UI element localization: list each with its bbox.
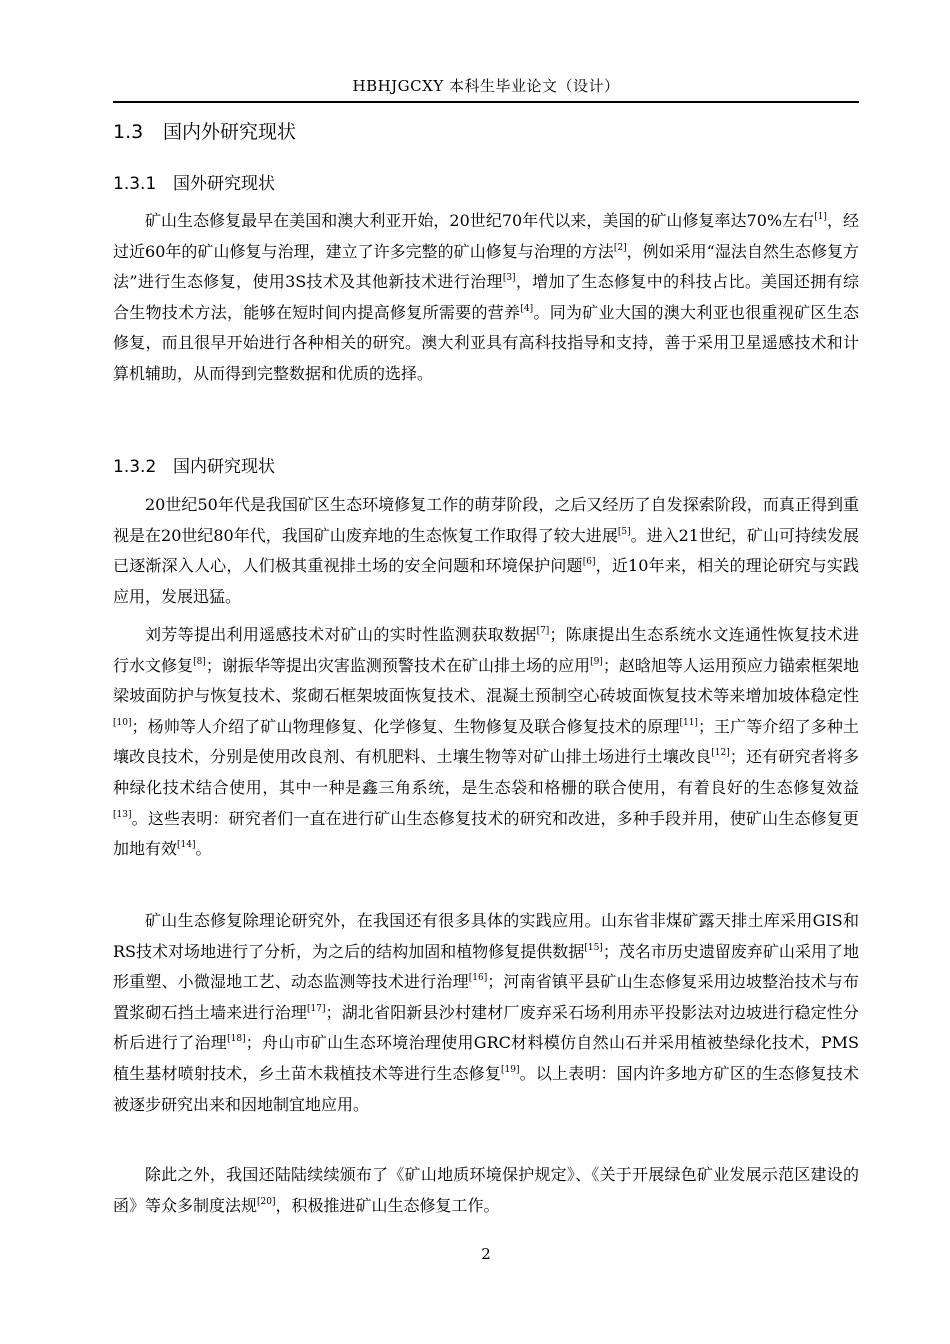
subsection-title: 国内研究现状 (173, 457, 275, 477)
citation-10: [10] (113, 717, 132, 728)
text-run: ，增加了生态修复中的科技占比。美国还拥有综合生物技术方法，能够在短时间内提高修复所需要的营养 (113, 272, 859, 322)
citation-1: [1] (814, 212, 827, 222)
paragraph-domestic-history (113, 490, 859, 612)
text-run: ；谢振华等提出灾害监测预警技术在矿山排土场的应用 (205, 655, 591, 675)
citation-13: [13] (113, 809, 132, 820)
paragraph-domestic-regulations (113, 1160, 859, 1221)
citation-12: [12] (711, 748, 730, 759)
text-run: 矿山生态修复除理论研究外，在我国还有很多具体的实践应用。山东省非煤矿露天排土库采用GIS和RS技术对场地进行了分析，为之后的结构加固和植物修复提供数据 (113, 911, 859, 961)
text-run: ；王广等介绍了多种土壤改良技术，分别是使用改良剂、有机肥料、土壤生物等对矿山排土场进行土壤改良 (113, 716, 859, 767)
citation-20: [20] (257, 1196, 276, 1207)
subsection-heading-foreign (113, 171, 275, 197)
text-run: ，例如采用“湿法自然生态修复方法”进行生态修复，使用3S技术及其他新技术进行治理 (113, 241, 859, 292)
section-title: 国内外研究现状 (163, 121, 297, 143)
section-heading (113, 118, 296, 146)
citation-9: [9] (590, 656, 603, 667)
citation-19: [19] (501, 1064, 520, 1075)
text-run: 除此之外，我国还陆陆续续颁布了《矿山地质环境保护规定》、《关于开展绿色矿业发展示范区建设的函》等众多制度法规 (113, 1165, 859, 1215)
subsection-number: 1.3.2 (113, 457, 157, 477)
text-run: ，经过近60年的矿山修复与治理，建立了许多完整的矿山修复与治理的方法 (113, 211, 859, 261)
header-rule (113, 101, 859, 103)
text-run: 。同为矿业大国的澳大利亚也很重视矿区生态修复，而且很早开始进行各种相关的研究。澳大利亚具有高科技指导和支持，善于采用卫星遥感技术和计算机辅助，从而得到完整数据和优质的选择。 (113, 302, 859, 383)
text-run: ；湖北省阳新县沙村建材厂废弃采石场利用赤平投影法对边坡进行稳定性分析后进行了治理 (113, 1002, 859, 1053)
citation-17: [17] (307, 1003, 326, 1014)
text-run: ；杨帅等人介绍了矿山物理修复、化学修复、生物修复及联合修复技术的原理 (131, 716, 680, 736)
text-run: ，积极推进矿山生态修复工作。 (275, 1195, 500, 1215)
running-header: HBHJGCXY 本科生毕业论文（设计） (352, 77, 620, 95)
citation-14: [14] (177, 840, 196, 851)
subsection-title: 国外研究现状 (173, 174, 275, 194)
citation-3: [3] (502, 273, 516, 284)
paragraph-domestic-practice (113, 906, 859, 1120)
text-run: ；还有研究者将多种绿化技术结合使用，其中一种是鑫三角系统，是生态袋和格栅的联合使用，有着良好的生态修复效益 (113, 747, 859, 797)
text-run: 。这些表明：研究者们一直在进行矿山生态修复技术的研究和改进，多种手段并用，使矿山生态修复更加地有效 (113, 808, 859, 859)
text-run: ；河南省镇平县矿山生态修复采用边坡整治技术与布置浆砌石挡土墙来进行治理 (113, 972, 859, 1022)
text-run: 。 (195, 839, 212, 859)
page-number: 2 (481, 1245, 491, 1263)
subsection-number: 1.3.1 (113, 174, 157, 194)
text-run: ；赵晗旭等人运用预应力锚索框架地梁坡面防护与恢复技术、浆砌石框架坡面恢复技术、混凝土预制空心砖坡面恢复技术等来增加坡体稳定性 (113, 655, 859, 706)
citation-6: [6] (582, 557, 596, 568)
text-run: ；舟山市矿山生态环境治理使用GRC材料模仿自然山石并采用植被垫绿化技术，PMS植生基材喷射技术，乡土苗木栽植技术等进行生态修复 (113, 1033, 859, 1083)
text-run: 。进入21世纪，矿山可持续发展已逐渐深入人心，人们极其重视排土场的安全问题和环境保护问题 (113, 525, 859, 576)
text-run: 刘芳等提出利用遥感技术对矿山的实时性监测获取数据 (145, 625, 537, 644)
subsection-heading-domestic (113, 454, 275, 480)
paragraph-domestic-techniques (113, 620, 859, 865)
text-run: ；茂名市历史遗留废弃矿山采用了地形重塑、小微湿地工艺、动态监测等技术进行治理 (113, 941, 859, 992)
text-run: 矿山生态修复最早在美国和澳大利亚开始，20世纪70年代以来，美国的矿山修复率达70%左右 (145, 211, 815, 230)
text-run: 20世纪50年代是我国矿区生态环境修复工作的萌芽阶段，之后又经历了自发探索阶段，而真正得到重视是在20世纪80年代，我国矿山废弃地的生态恢复工作取得了较大进展 (113, 495, 859, 545)
paragraph-foreign-research (113, 206, 859, 390)
section-number: 1.3 (113, 121, 144, 143)
text-run: 。以上表明：国内许多地方矿区的生态修复技术被逐步研究出来和因地制宜地应用。 (113, 1063, 859, 1114)
citation-16: [16] (468, 973, 488, 984)
citation-15: [15] (584, 942, 603, 953)
citation-18: [18] (227, 1034, 246, 1045)
text-run: ；陈康提出生态系统水文连通性恢复技术进行水文修复 (113, 625, 859, 675)
citation-7: [7] (536, 626, 550, 636)
citation-2: [2] (613, 242, 627, 253)
citation-5: [5] (617, 526, 631, 537)
citation-8: [8] (193, 656, 206, 667)
text-run: ，近10年来，相关的理论研究与实践应用，发展迅猛。 (113, 556, 859, 606)
citation-4: [4] (520, 303, 534, 314)
citation-11: [11] (679, 717, 698, 728)
